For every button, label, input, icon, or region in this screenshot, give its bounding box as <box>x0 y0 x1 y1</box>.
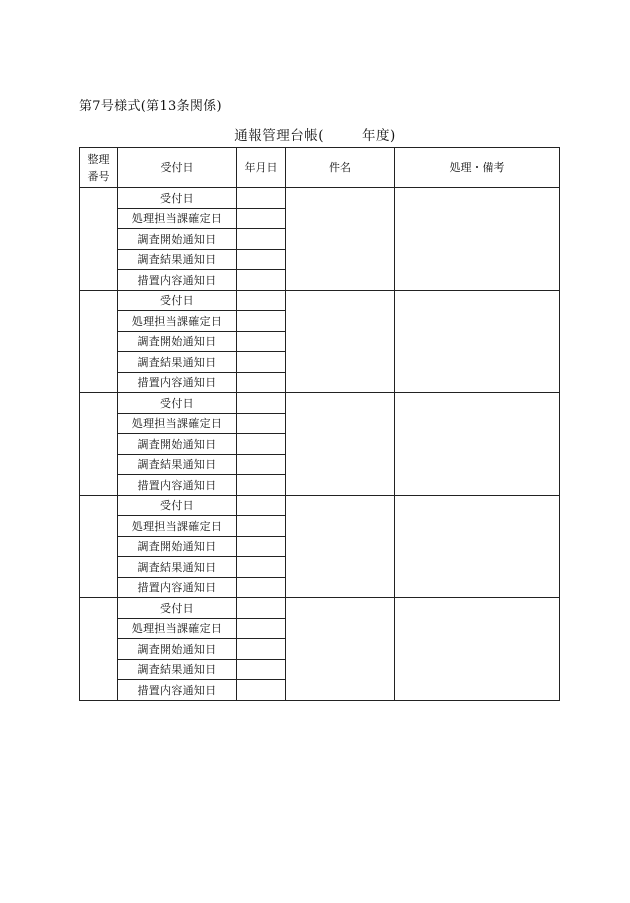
remarks-cell[interactable] <box>395 393 560 496</box>
date-cell[interactable] <box>237 680 286 701</box>
ledger-body <box>80 188 560 701</box>
row-label: 調査開始通知日 <box>118 639 237 660</box>
date-cell[interactable] <box>237 208 286 229</box>
column-header-number-line2: 番号 <box>87 169 110 183</box>
remarks-cell[interactable] <box>395 598 560 701</box>
title-prefix: 通報管理台帳( <box>234 128 324 144</box>
row-label: 処理担当課確定日 <box>118 208 237 229</box>
date-cell[interactable] <box>237 516 286 537</box>
row-label: 受付日 <box>118 290 237 311</box>
report-ledger-table <box>79 147 560 701</box>
table-row <box>80 598 560 619</box>
subject-cell[interactable] <box>286 495 395 598</box>
record-number-cell[interactable] <box>80 393 118 496</box>
title-suffix: 年度) <box>362 128 396 144</box>
remarks-cell[interactable] <box>395 188 560 291</box>
row-label: 処理担当課確定日 <box>118 413 237 434</box>
column-header-number <box>80 148 118 188</box>
date-cell[interactable] <box>237 270 286 291</box>
date-cell[interactable] <box>237 618 286 639</box>
record-number-cell[interactable] <box>80 188 118 291</box>
date-cell[interactable] <box>237 249 286 270</box>
record-number-cell[interactable] <box>80 598 118 701</box>
row-label: 措置内容通知日 <box>118 475 237 496</box>
date-cell[interactable] <box>237 188 286 209</box>
date-cell[interactable] <box>237 434 286 455</box>
page-title <box>0 124 630 144</box>
date-cell[interactable] <box>237 290 286 311</box>
subject-cell[interactable] <box>286 290 395 393</box>
row-label: 措置内容通知日 <box>118 577 237 598</box>
row-label: 措置内容通知日 <box>118 270 237 291</box>
table-row <box>80 188 560 209</box>
row-label: 処理担当課確定日 <box>118 516 237 537</box>
form-number: 第7号様式(第13条関係) <box>79 99 222 114</box>
row-label: 調査開始通知日 <box>118 536 237 557</box>
remarks-cell[interactable] <box>395 290 560 393</box>
table-row <box>80 290 560 311</box>
row-label: 調査結果通知日 <box>118 454 237 475</box>
row-label: 調査開始通知日 <box>118 331 237 352</box>
date-cell[interactable] <box>237 454 286 475</box>
table-header-row <box>80 148 560 188</box>
column-header-item: 受付日 <box>118 148 237 188</box>
date-cell[interactable] <box>237 536 286 557</box>
row-label: 処理担当課確定日 <box>118 311 237 332</box>
date-cell[interactable] <box>237 495 286 516</box>
date-cell[interactable] <box>237 639 286 660</box>
column-header-date: 年月日 <box>237 148 286 188</box>
date-cell[interactable] <box>237 577 286 598</box>
row-label: 受付日 <box>118 495 237 516</box>
row-label: 調査結果通知日 <box>118 352 237 373</box>
subject-cell[interactable] <box>286 393 395 496</box>
date-cell[interactable] <box>237 413 286 434</box>
date-cell[interactable] <box>237 229 286 250</box>
date-cell[interactable] <box>237 393 286 414</box>
date-cell[interactable] <box>237 659 286 680</box>
record-number-cell[interactable] <box>80 495 118 598</box>
date-cell[interactable] <box>237 311 286 332</box>
row-label: 受付日 <box>118 598 237 619</box>
row-label: 調査結果通知日 <box>118 557 237 578</box>
row-label: 調査開始通知日 <box>118 434 237 455</box>
row-label: 措置内容通知日 <box>118 372 237 393</box>
row-label: 受付日 <box>118 393 237 414</box>
record-number-cell[interactable] <box>80 290 118 393</box>
row-label: 受付日 <box>118 188 237 209</box>
row-label: 調査結果通知日 <box>118 249 237 270</box>
column-header-subject: 件名 <box>286 148 395 188</box>
remarks-cell[interactable] <box>395 495 560 598</box>
date-cell[interactable] <box>237 475 286 496</box>
date-cell[interactable] <box>237 352 286 373</box>
date-cell[interactable] <box>237 372 286 393</box>
date-cell[interactable] <box>237 331 286 352</box>
column-header-remarks: 処理・備考 <box>395 148 560 188</box>
row-label: 処理担当課確定日 <box>118 618 237 639</box>
table-row <box>80 495 560 516</box>
row-label: 調査結果通知日 <box>118 659 237 680</box>
row-label: 措置内容通知日 <box>118 680 237 701</box>
subject-cell[interactable] <box>286 598 395 701</box>
subject-cell[interactable] <box>286 188 395 291</box>
date-cell[interactable] <box>237 598 286 619</box>
date-cell[interactable] <box>237 557 286 578</box>
column-header-number-line1: 整理 <box>87 152 110 166</box>
row-label: 調査開始通知日 <box>118 229 237 250</box>
table-row <box>80 393 560 414</box>
